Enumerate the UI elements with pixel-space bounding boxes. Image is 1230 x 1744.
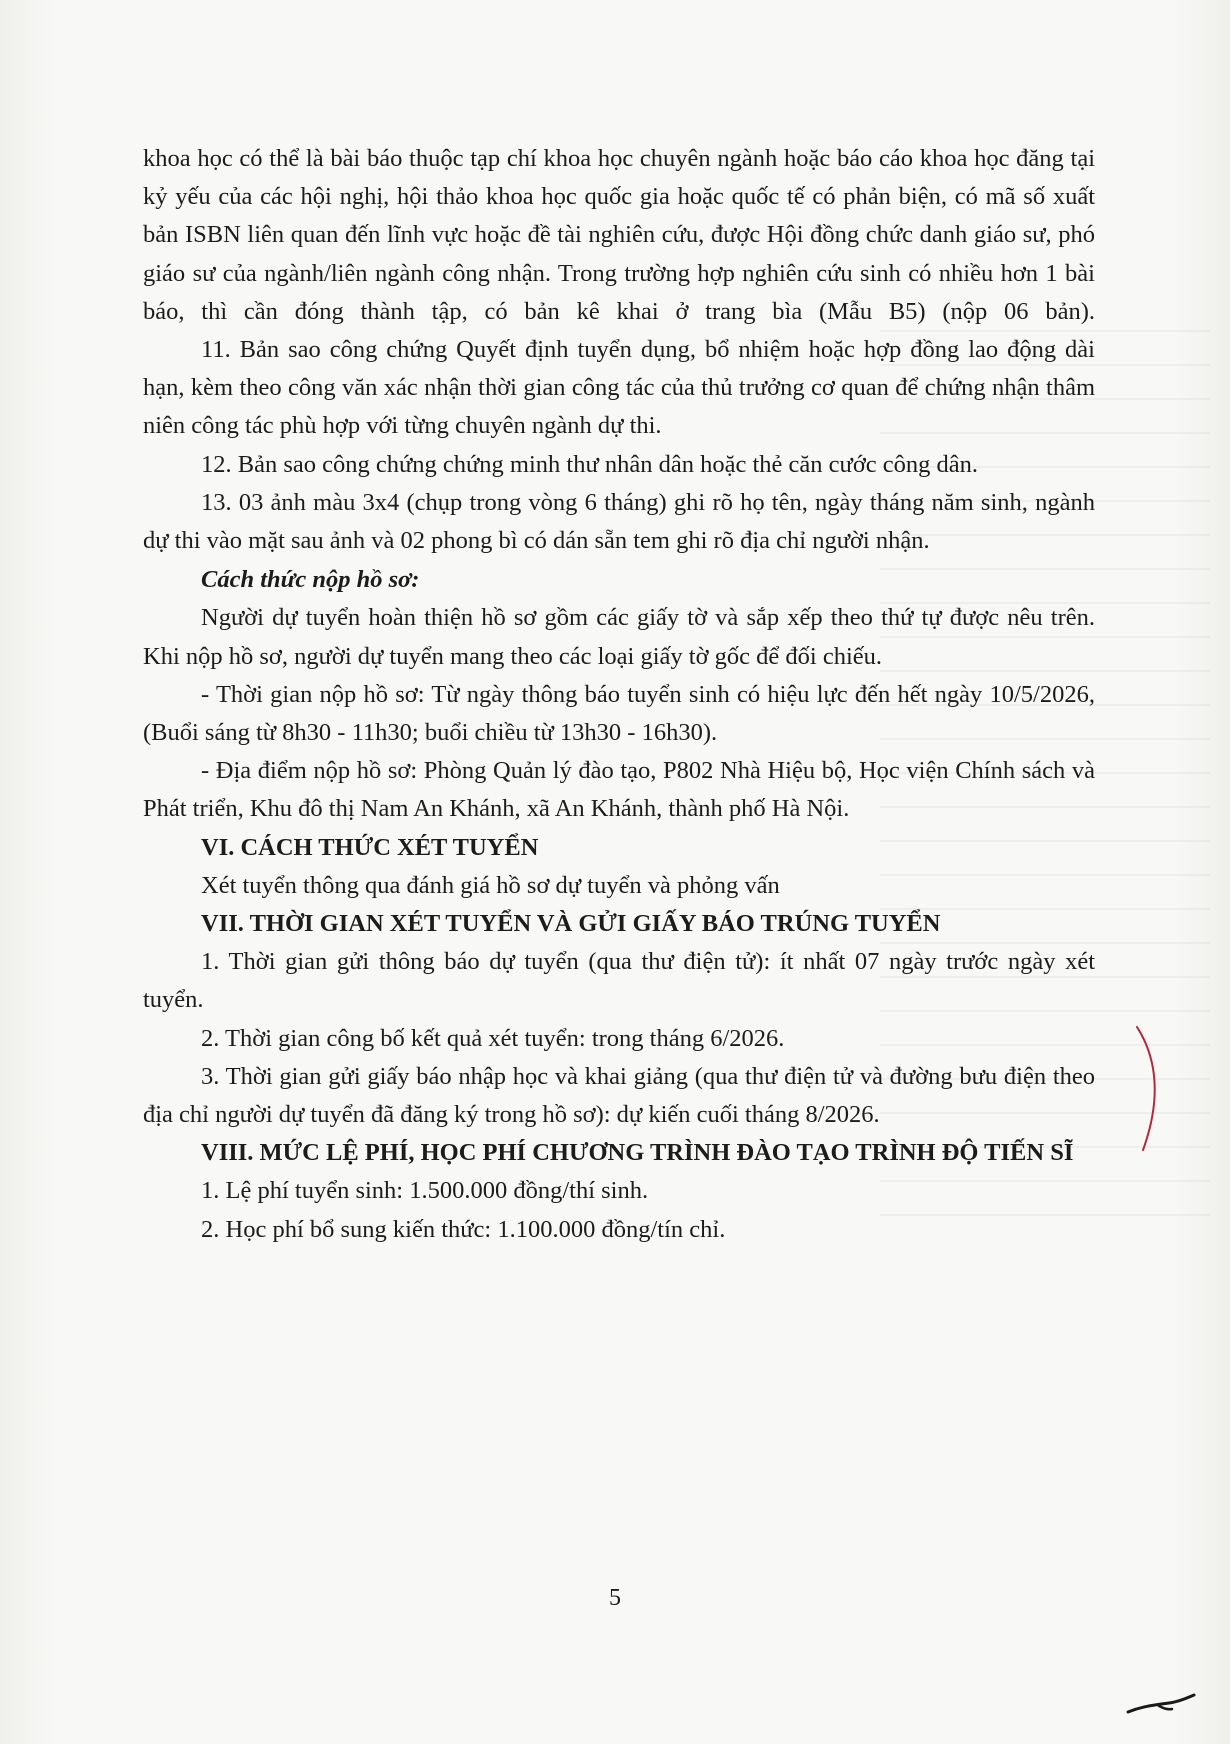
submission-intro: Người dự tuyển hoàn thiện hồ sơ gồm các giấy tờ và sắp xếp theo thứ tự được nêu trên. Khi nộp hồ sơ, người dự tuyển mang theo các loại giấy tờ gốc để đối chiếu. xyxy=(143,604,1095,670)
section-6-heading: VI. CÁCH THỨC XÉT TUYỂN xyxy=(201,833,539,861)
section-7-item-3: 3. Thời gian gửi giấy báo nhập học và khai giảng (qua thư điện tử và đường bưu điện theo địa chỉ người dự tuyển đã đăng ký trong hồ sơ): dự kiến cuối tháng 8/2026. xyxy=(143,1062,1095,1129)
pen-mark-icon xyxy=(1133,1025,1173,1155)
section-7-item-2: 2. Thời gian công bố kết quả xét tuyển: trong tháng 6/2026. xyxy=(201,1024,785,1052)
submission-method-title: Cách thức nộp hồ sơ: xyxy=(201,566,420,594)
item-12: 12. Bản sao công chứng chứng minh thư nhân dân hoặc thẻ căn cước công dân. xyxy=(201,450,979,478)
submission-place: - Địa điểm nộp hồ sơ: Phòng Quản lý đào tạo, P802 Nhà Hiệu bộ, Học viện Chính sách và Phát triển, Khu đô thị Nam An Khánh, xã An Khánh, thành phố Hà Nội. xyxy=(143,757,1095,823)
item-11: 11. Bản sao công chứng Quyết định tuyển dụng, bổ nhiệm hoặc hợp đồng lao động dài hạn, kèm theo công văn xác nhận thời gian công tác của thủ trưởng cơ quan để chứng nhận thâm niên công tác phù hợp với từng chuyên ngành dự thi. xyxy=(143,336,1095,440)
submission-time: - Thời gian nộp hồ sơ: Từ ngày thông báo tuyển sinh có hiệu lực đến hết ngày 10/5/2026, (Buổi sáng từ 8h30 - 11h30; buổi chiều từ 13h30 - 16h30). xyxy=(143,680,1095,747)
paragraph-continuation: khoa học có thể là bài báo thuộc tạp chí khoa học chuyên ngành hoặc báo cáo khoa học đăng tại kỷ yếu của các hội nghị, hội thảo khoa học quốc gia hoặc quốc tế có phản biện, có mã số xuất bản ISBN liên quan đến lĩnh vực hoặc đề tài nghiên cứu, được Hội đồng chức danh giáo sư, phó giáo sư của ngành/liên ngành công nhận. Trong trường hợp nghiên cứu sinh có nhiều hơn 1 bài báo, thì cần đóng thành tập, có bản kê khai ở trang bìa (Mẫu B5) (nộp 06 bản). xyxy=(143,145,1095,325)
page-number: 5 xyxy=(609,1585,621,1611)
document-body xyxy=(143,140,1095,1249)
section-7-item-1: 1. Thời gian gửi thông báo dự tuyển (qua thư điện tử): ít nhất 07 ngày trước ngày xét tuyển. xyxy=(143,948,1095,1014)
section-8-item-2: 2. Học phí bổ sung kiến thức: 1.100.000 đồng/tín chỉ. xyxy=(201,1215,726,1243)
section-8-heading: VIII. MỨC LỆ PHÍ, HỌC PHÍ CHƯƠNG TRÌNH ĐÀO TẠO TRÌNH ĐỘ TIẾN SĨ xyxy=(201,1139,1074,1167)
item-13: 13. 03 ảnh màu 3x4 (chụp trong vòng 6 tháng) ghi rõ họ tên, ngày tháng năm sinh, ngành dự thi vào mặt sau ảnh và 02 phong bì có dán sẵn tem ghi rõ địa chỉ người nhận. xyxy=(143,488,1095,555)
section-8-item-1: 1. Lệ phí tuyển sinh: 1.500.000 đồng/thí sinh. xyxy=(201,1177,649,1205)
section-6-body: Xét tuyển thông qua đánh giá hồ sơ dự tuyển và phỏng vấn xyxy=(201,871,780,899)
section-7-heading: VII. THỜI GIAN XÉT TUYỂN VÀ GỬI GIẤY BÁO TRÚNG TUYỂN xyxy=(201,910,941,938)
initial-mark-icon xyxy=(1125,1690,1197,1720)
